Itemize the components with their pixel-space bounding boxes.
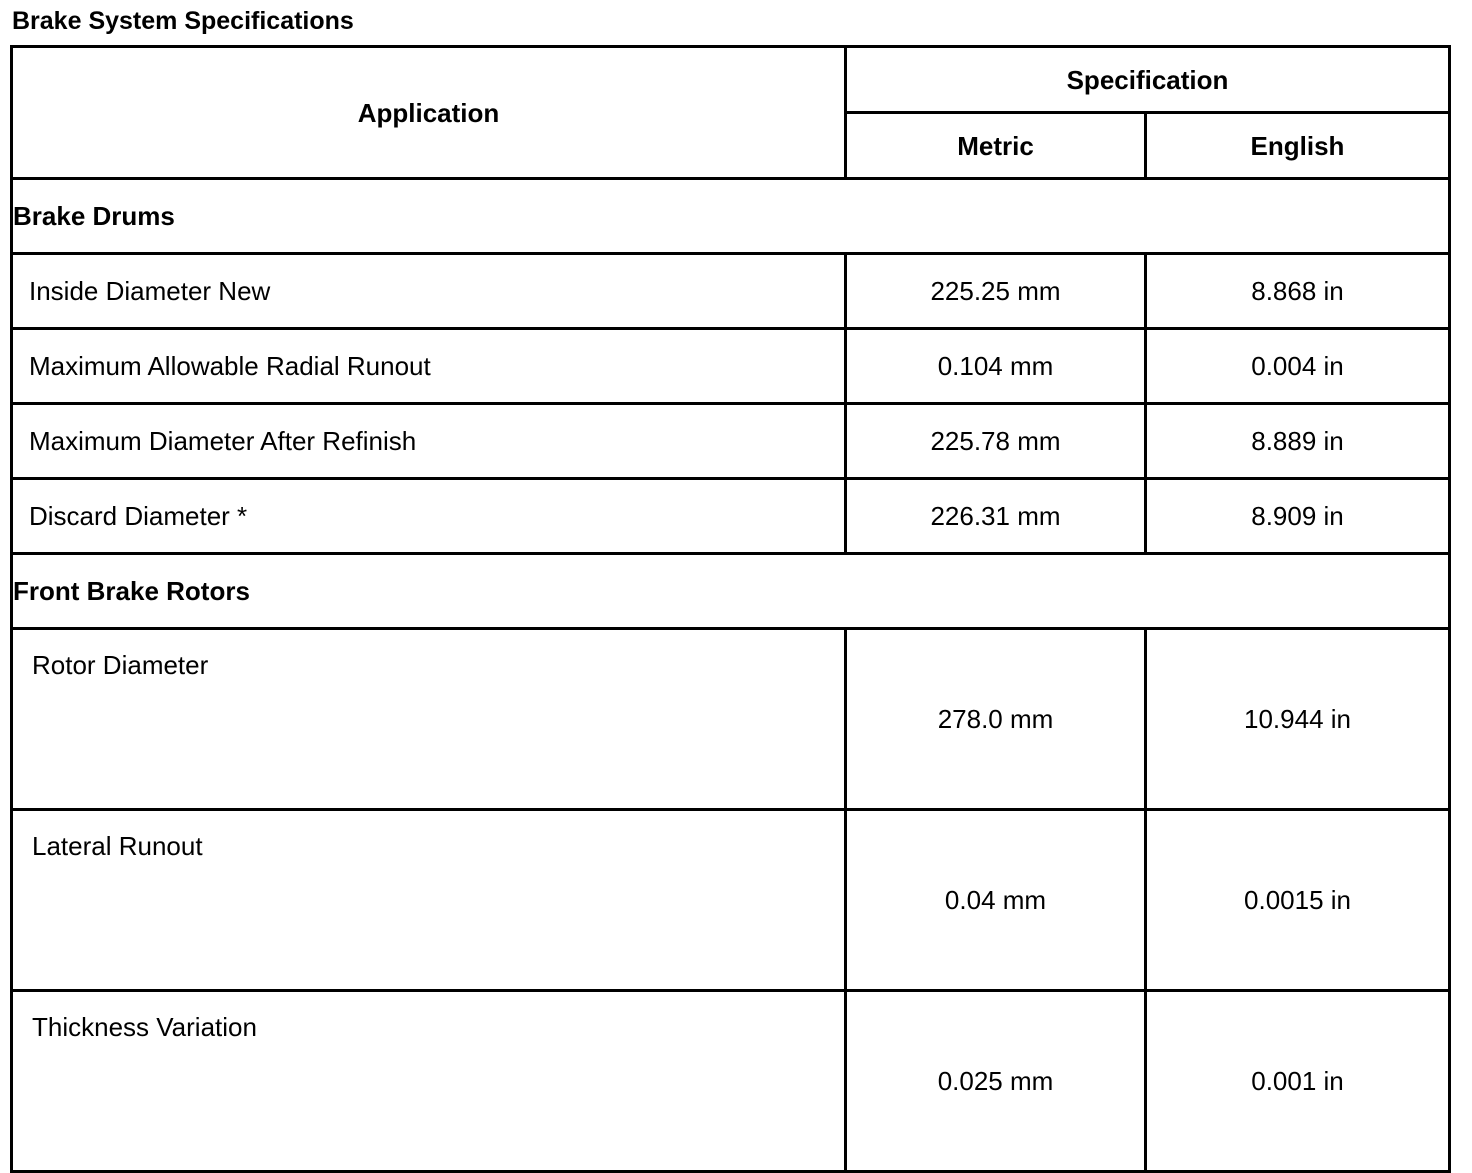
- section-title: Brake Drums: [12, 179, 1450, 254]
- section-row-brake-drums: [12, 179, 1450, 254]
- english-cell: 8.868 in: [1146, 254, 1450, 329]
- application-cell: Thickness Variation: [12, 991, 846, 1172]
- application-cell: Discard Diameter *: [12, 479, 846, 554]
- table-row: [12, 254, 1450, 329]
- table-row: [12, 329, 1450, 404]
- english-cell: 0.004 in: [1146, 329, 1450, 404]
- english-column-header: English: [1146, 113, 1450, 179]
- english-cell: 8.889 in: [1146, 404, 1450, 479]
- english-cell: 8.909 in: [1146, 479, 1450, 554]
- metric-cell: 0.104 mm: [846, 329, 1146, 404]
- metric-cell: 0.04 mm: [846, 810, 1146, 991]
- application-cell: Inside Diameter New: [12, 254, 846, 329]
- english-cell: 0.001 in: [1146, 991, 1450, 1172]
- application-cell: Maximum Allowable Radial Runout: [12, 329, 846, 404]
- table-row: [12, 629, 1450, 810]
- metric-cell: 0.025 mm: [846, 991, 1146, 1172]
- metric-cell: 225.78 mm: [846, 404, 1146, 479]
- section-title: Front Brake Rotors: [12, 554, 1450, 629]
- metric-cell: 278.0 mm: [846, 629, 1146, 810]
- section-row-front-brake-rotors: [12, 554, 1450, 629]
- application-cell: Lateral Runout: [12, 810, 846, 991]
- page-title: Brake System Specifications: [12, 7, 354, 35]
- metric-column-header: Metric: [846, 113, 1146, 179]
- brake-specifications-table: [10, 45, 1451, 1173]
- application-cell: Maximum Diameter After Refinish: [12, 404, 846, 479]
- table-row: [12, 479, 1450, 554]
- table-row: [12, 404, 1450, 479]
- application-cell: Rotor Diameter: [12, 629, 846, 810]
- metric-cell: 226.31 mm: [846, 479, 1146, 554]
- english-cell: 0.0015 in: [1146, 810, 1450, 991]
- application-column-header: Application: [12, 47, 846, 179]
- table-row: [12, 991, 1450, 1172]
- specification-column-header: Specification: [846, 47, 1450, 113]
- metric-cell: 225.25 mm: [846, 254, 1146, 329]
- english-cell: 10.944 in: [1146, 629, 1450, 810]
- table-row: [12, 810, 1450, 991]
